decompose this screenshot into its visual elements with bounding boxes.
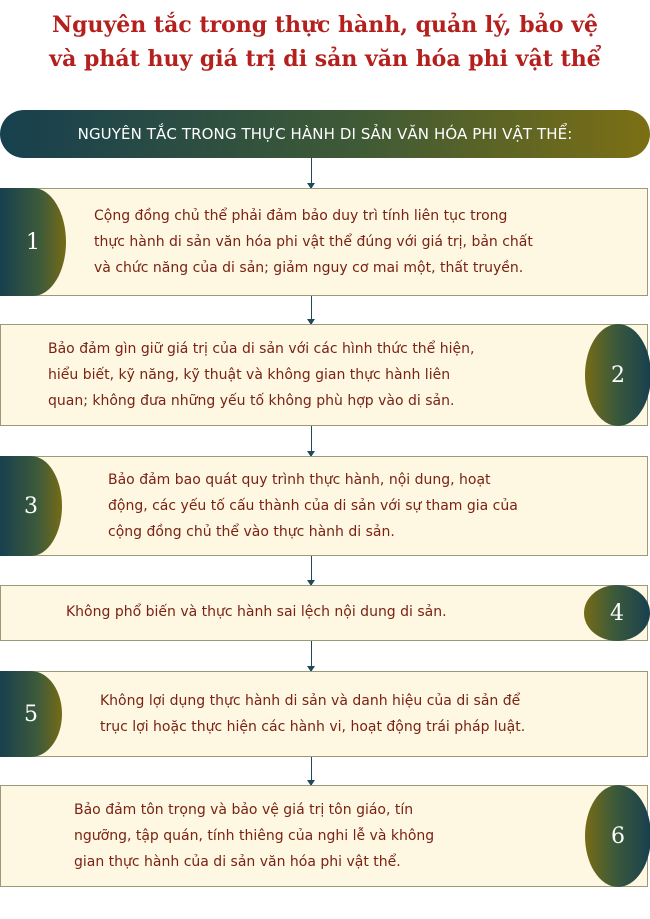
principle-line: quan; không đưa những yếu tố không phù hợp vào di sản.: [48, 393, 455, 409]
connector-arrow: [311, 296, 312, 324]
principle-line: động, các yếu tố cấu thành của di sản với sự tham gia của: [108, 498, 518, 514]
connector-arrow: [311, 556, 312, 585]
principle-number-5: 5: [0, 671, 62, 757]
principle-line: Bảo đảm bao quát quy trình thực hành, nội dung, hoạt: [108, 472, 491, 488]
principle-line: Cộng đồng chủ thể phải đảm bảo duy trì tính liên tục trong: [94, 208, 508, 224]
principle-line: Bảo đảm tôn trọng và bảo vệ giá trị tôn giáo, tín: [74, 802, 414, 818]
title-line-1: Nguyên tắc trong thực hành, quản lý, bảo vệ: [51, 12, 598, 38]
principles-header: NGUYÊN TẮC TRONG THỰC HÀNH DI SẢN VĂN HÓA PHI VẬT THỂ:: [0, 110, 650, 158]
principle-line: Không lợi dụng thực hành di sản và danh hiệu của di sản để: [100, 693, 521, 709]
principle-text-4: [66, 599, 546, 625]
principle-line: Bảo đảm gìn giữ giá trị của di sản với các hình thức thể hiện,: [48, 341, 475, 357]
principle-line: Không phổ biến và thực hành sai lệch nội dung di sản.: [66, 604, 447, 620]
principle-line: ngưỡng, tập quán, tính thiêng của nghi lễ và không: [74, 828, 435, 844]
principle-number-1: 1: [0, 188, 66, 296]
principle-text-5: [100, 688, 604, 740]
principle-line: trục lợi hoặc thực hiện các hành vi, hoạt động trái pháp luật.: [100, 719, 526, 735]
connector-arrow: [311, 426, 312, 456]
principle-number-6: 6: [585, 785, 650, 887]
principle-text-2: [48, 336, 556, 414]
connector-arrow: [311, 158, 312, 188]
connector-arrow: [311, 641, 312, 671]
page-title: [0, 8, 650, 76]
principle-line: hiểu biết, kỹ năng, kỹ thuật và không gian thực hành liên: [48, 367, 451, 383]
principle-number-3: 3: [0, 456, 62, 556]
principle-text-3: [108, 467, 576, 545]
principle-number-4: 4: [584, 585, 650, 641]
title-line-2: và phát huy giá trị di sản văn hóa phi vật thể: [49, 46, 601, 72]
principle-line: thực hành di sản văn hóa phi vật thể đúng với giá trị, bản chất: [94, 234, 533, 250]
principle-line: gian thực hành của di sản văn hóa phi vật thể.: [74, 854, 401, 870]
principle-line: và chức năng của di sản; giảm nguy cơ mai một, thất truyền.: [94, 260, 524, 276]
principle-line: cộng đồng chủ thể vào thực hành di sản.: [108, 524, 395, 540]
principle-number-2: 2: [585, 324, 650, 426]
principle-text-6: [74, 797, 544, 875]
principle-text-1: [94, 203, 602, 281]
connector-arrow: [311, 757, 312, 785]
